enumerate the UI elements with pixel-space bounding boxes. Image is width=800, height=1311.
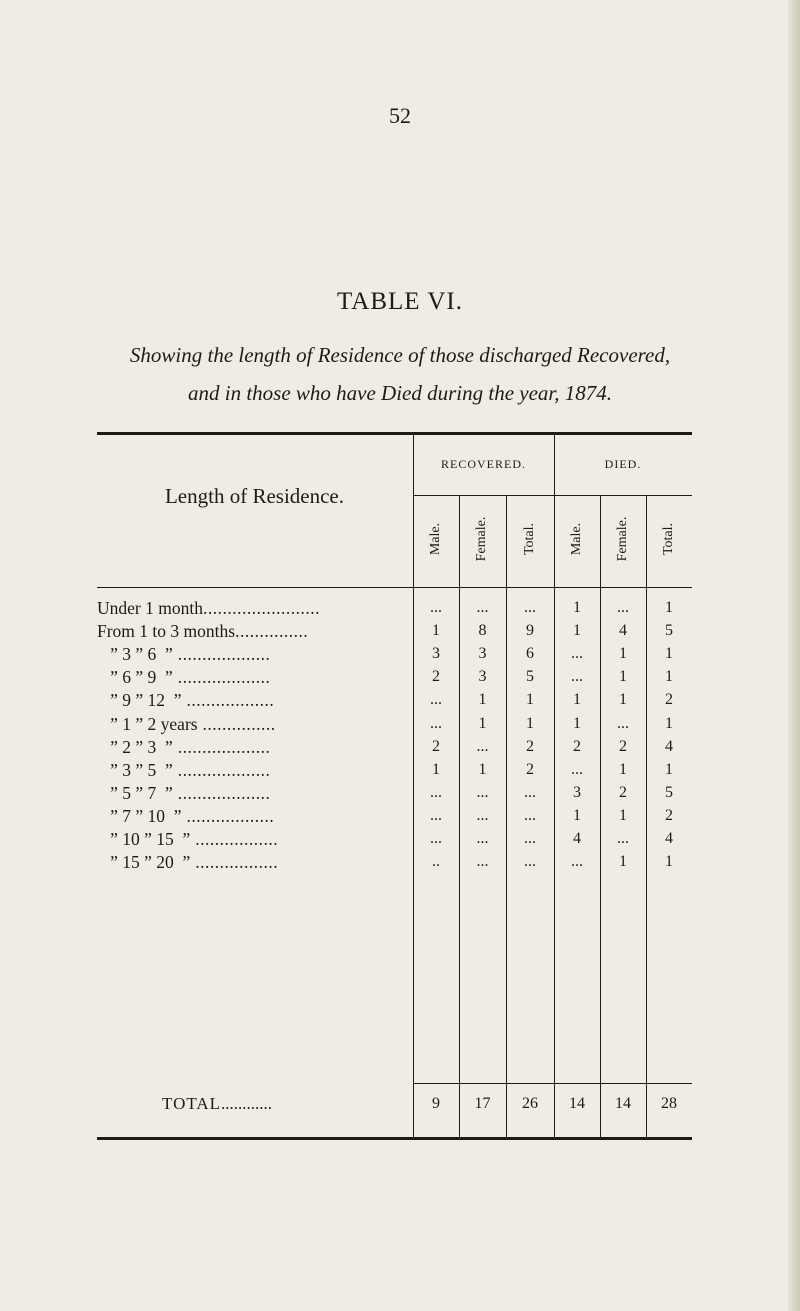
cell-died-male: 3 xyxy=(573,784,581,801)
cell-died-female: 1 xyxy=(619,761,627,778)
row-label-text: ” 2 ” 3 ” xyxy=(97,737,173,757)
row-label-text: Under 1 month xyxy=(97,598,203,618)
cell-died-female: 1 xyxy=(619,645,627,662)
cell-died-female: 2 xyxy=(619,784,627,801)
cell-died-male: ... xyxy=(571,645,583,662)
cell-died-female: 2 xyxy=(619,738,627,755)
cell-recovered-total: 6 xyxy=(526,645,534,662)
cell-died-total: 4 xyxy=(665,738,673,755)
cell-recovered-total: 2 xyxy=(526,761,534,778)
row-label-text: ” 6 ” 9 ” xyxy=(97,667,173,687)
row-label-text: ” 1 ” 2 years xyxy=(97,714,198,734)
cell-recovered-male: ... xyxy=(430,784,442,801)
cell-died-total: 1 xyxy=(665,668,673,685)
cell-recovered-male: .. xyxy=(432,853,440,870)
cell-recovered-female: ... xyxy=(476,784,489,801)
row-leader-dots: ................. xyxy=(190,829,279,849)
row-label xyxy=(97,851,415,873)
cell-recovered-total: ... xyxy=(524,784,536,801)
cell-died-total: 1 xyxy=(665,599,673,616)
cell-recovered-male: 2 xyxy=(432,738,440,755)
cell-died-total: 1 xyxy=(665,853,673,870)
row-label-text: ” 9 ” 12 ” xyxy=(97,690,182,710)
header-bottom-rule xyxy=(97,587,692,588)
recovered-female-header: Female. xyxy=(474,516,489,562)
total-died-female: 14 xyxy=(615,1095,631,1112)
row-leader-dots: ............... xyxy=(197,714,276,734)
cell-recovered-total: 1 xyxy=(526,715,534,732)
cell-died-male: 1 xyxy=(573,807,581,824)
table-title: TABLE VI. xyxy=(337,288,463,315)
cell-recovered-male: ... xyxy=(430,807,442,824)
cell-died-male: 2 xyxy=(573,738,581,755)
page-edge-shadow xyxy=(788,0,800,1311)
cell-recovered-female: 3 xyxy=(478,668,487,685)
row-label xyxy=(97,713,415,735)
died-female-header: Female. xyxy=(615,516,630,562)
cell-died-total: 5 xyxy=(665,784,673,801)
cell-died-total: 5 xyxy=(665,622,673,639)
total-died-total: 28 xyxy=(661,1095,677,1112)
cell-died-total: 1 xyxy=(665,761,673,778)
row-label-text: ” 10 ” 15 ” xyxy=(97,829,191,849)
cell-recovered-total: 5 xyxy=(526,668,534,685)
cell-recovered-total: 2 xyxy=(526,738,534,755)
cell-recovered-female: 1 xyxy=(478,715,487,732)
cell-died-female: ... xyxy=(617,599,629,616)
recovered-total-header: Total. xyxy=(522,522,537,556)
row-leader-dots: ........................ xyxy=(202,598,320,618)
cell-died-male: 1 xyxy=(573,691,581,708)
row-label xyxy=(97,736,415,758)
cell-died-male: ... xyxy=(571,853,583,870)
cell-recovered-female: ... xyxy=(476,853,489,870)
cell-recovered-total: ... xyxy=(524,830,536,847)
cell-died-female: 1 xyxy=(619,807,627,824)
cell-died-male: ... xyxy=(571,761,583,778)
cell-recovered-total: ... xyxy=(524,853,536,870)
cell-died-male: 1 xyxy=(573,715,581,732)
cell-recovered-total: ... xyxy=(524,599,536,616)
cell-recovered-male: 1 xyxy=(432,622,440,639)
residence-table xyxy=(97,432,692,1270)
cell-recovered-male: 2 xyxy=(432,668,440,685)
row-leader-dots: ............... xyxy=(235,621,309,641)
cell-recovered-male: 3 xyxy=(432,645,440,662)
page-number: 52 xyxy=(389,103,411,128)
total-label: TOTAL xyxy=(162,1094,222,1113)
row-leader-dots: ................... xyxy=(172,737,271,757)
cell-recovered-female: 1 xyxy=(478,761,487,778)
row-label xyxy=(97,828,415,850)
cell-recovered-female: 1 xyxy=(478,691,487,708)
died-male-header: Male. xyxy=(569,522,584,556)
cell-recovered-female: ... xyxy=(476,807,489,824)
row-leader-dots: ................... xyxy=(172,644,271,664)
row-leader-dots: ................... xyxy=(172,667,271,687)
cell-died-female: 1 xyxy=(619,668,627,685)
cell-recovered-male: ... xyxy=(430,691,442,708)
row-leader-dots: .................. xyxy=(181,690,275,710)
row-label-text: ” 3 ” 6 ” xyxy=(97,644,173,664)
cell-died-male: 1 xyxy=(573,599,581,616)
row-label-text: ” 5 ” 7 ” xyxy=(97,783,173,803)
total-died-male: 14 xyxy=(569,1095,585,1112)
row-label xyxy=(97,643,415,665)
cell-recovered-male: ... xyxy=(430,830,442,847)
cell-recovered-female: ... xyxy=(476,738,489,755)
table-bottom-rule xyxy=(97,1137,692,1140)
cell-recovered-total: 1 xyxy=(526,691,534,708)
row-label xyxy=(97,597,415,619)
cell-died-total: 2 xyxy=(665,691,673,708)
total-rule xyxy=(413,1083,692,1084)
cell-died-male: 1 xyxy=(573,622,581,639)
row-leader-dots: ................... xyxy=(172,760,271,780)
died-header: DIED. xyxy=(604,457,642,471)
cell-recovered-female: 8 xyxy=(478,622,487,639)
row-label-text: ” 3 ” 5 ” xyxy=(97,760,173,780)
table-top-rule xyxy=(97,432,692,435)
cell-recovered-male: 1 xyxy=(432,761,440,778)
table-caption-line-1: Showing the length of Residence of those discharged Recovered, xyxy=(129,343,671,367)
total-recovered-total: 26 xyxy=(522,1095,538,1112)
group-header-rule xyxy=(413,495,692,496)
cell-died-total: 2 xyxy=(665,807,673,824)
row-label-text: From 1 to 3 months xyxy=(97,621,236,641)
cell-recovered-female: ... xyxy=(476,599,489,616)
cell-died-female: 1 xyxy=(619,853,627,870)
total-recovered-female: 17 xyxy=(474,1095,491,1112)
cell-died-female: 4 xyxy=(619,622,627,639)
cell-died-female: ... xyxy=(617,715,629,732)
cell-recovered-male: ... xyxy=(430,715,442,732)
recovered-header: RECOVERED. xyxy=(441,457,526,471)
row-leader-dots: ................. xyxy=(190,852,279,872)
row-label xyxy=(97,620,415,642)
row-leader-dots: ................... xyxy=(172,783,271,803)
cell-died-male: 4 xyxy=(573,830,581,847)
cell-died-total: 1 xyxy=(665,715,673,732)
row-label xyxy=(97,759,415,781)
cell-recovered-total: ... xyxy=(524,807,536,824)
cell-died-female: 1 xyxy=(619,691,627,708)
cell-died-total: 4 xyxy=(665,830,673,847)
cell-died-male: ... xyxy=(571,668,583,685)
length-of-residence-header: Length of Residence. xyxy=(164,484,345,508)
died-total-header: Total. xyxy=(661,522,676,556)
cell-recovered-total: 9 xyxy=(526,622,534,639)
cell-died-total: 1 xyxy=(665,645,673,662)
row-label-text: ” 7 ” 10 ” xyxy=(97,806,182,826)
cell-died-female: ... xyxy=(617,830,629,847)
cell-recovered-female: 3 xyxy=(478,645,487,662)
table-caption-line-2: and in those who have Died during the year, 1874. xyxy=(187,381,613,405)
row-leader-dots: .................. xyxy=(181,806,275,826)
row-label xyxy=(97,666,415,688)
row-label xyxy=(97,782,415,804)
row-label xyxy=(97,689,415,711)
recovered-male-header: Male. xyxy=(428,522,443,556)
cell-recovered-male: ... xyxy=(430,599,442,616)
total-recovered-male: 9 xyxy=(432,1095,440,1112)
total-leader-dots: ............ xyxy=(221,1094,273,1113)
cell-recovered-female: ... xyxy=(476,830,489,847)
row-label-text: ” 15 ” 20 ” xyxy=(97,852,191,872)
row-label xyxy=(97,805,415,827)
total-row-label xyxy=(97,1093,415,1115)
